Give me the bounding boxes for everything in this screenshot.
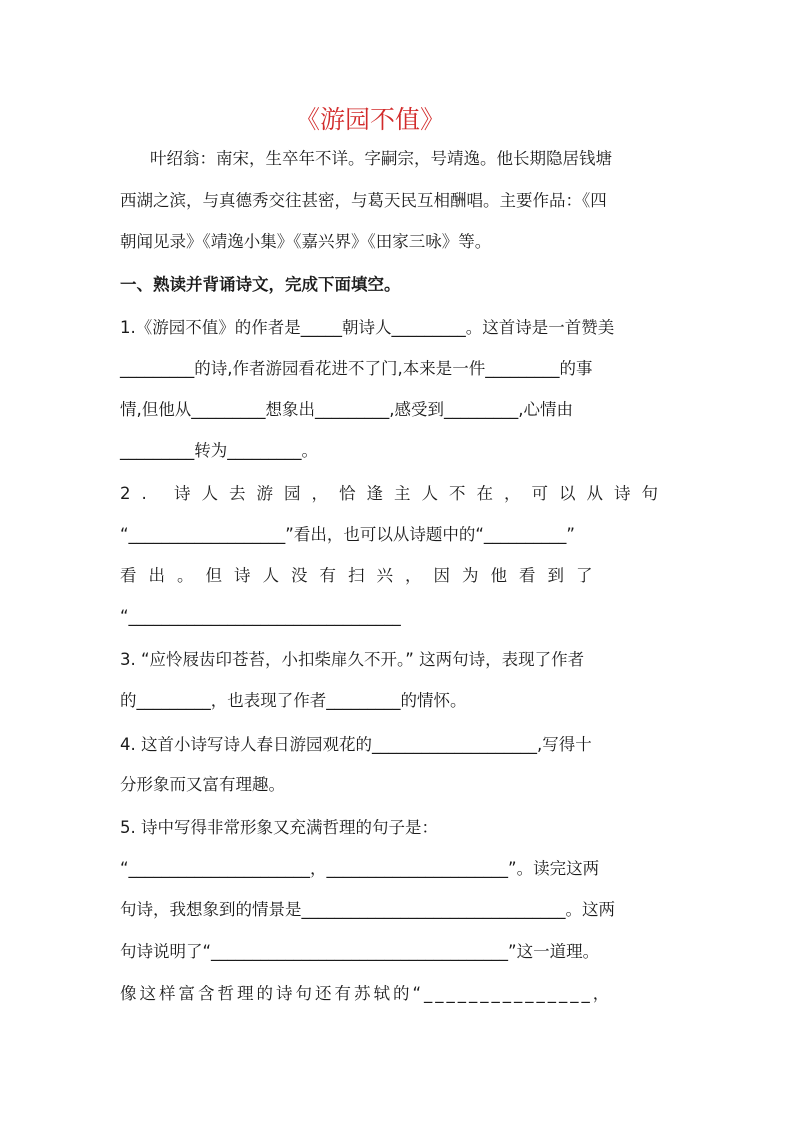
question-5-line-3: 句诗，我想象到的情景是________________________________。这两: [120, 900, 615, 919]
question-5-line-1: 5. 诗中写得非常形象又充满哲理的句子是：: [120, 818, 438, 837]
section-heading: 一、熟读并背诵诗文，完成下面填空。: [120, 275, 401, 294]
question-4-line-2: 分形象而又富有理趣。: [120, 775, 285, 794]
question-5-line-4: 句诗说明了“____________________________________”这一道理。: [120, 942, 600, 961]
question-3-line-1: 3. “应怜屐齿印苍苔，小扣柴扉久不开。” 这两句诗，表现了作者: [120, 650, 585, 669]
intro-line-3: 朝闻见录》《靖逸小集》《嘉兴界》《田家三咏》等。: [120, 232, 492, 251]
question-2-line-3: 看出。但诗人没有扫兴，因为他看到了: [120, 566, 605, 585]
question-5-line-5: 像这样富含哲理的诗句还有苏轼的“_______________，: [120, 984, 613, 1003]
question-1-line-1: 1.《游园不值》的作者是_____朝诗人_________。这首诗是一首赞美: [120, 318, 615, 337]
question-3-line-2: 的_________，也表现了作者_________的情怀。: [120, 691, 467, 710]
question-2-line-1: 2. 诗人去游园，恰逢主人不在，可以从诗句: [120, 484, 669, 503]
question-5-line-2: “______________________，______________________”。读完这两: [120, 859, 600, 878]
question-2-line-4: “_________________________________: [120, 607, 401, 626]
intro-line-2: 西湖之滨，与真德秀交往甚密，与葛天民互相酬唱。主要作品：《四: [120, 191, 607, 210]
intro-line-1: 叶绍翁：南宋，生卒年不详。字嗣宗，号靖逸。他长期隐居钱塘: [150, 149, 612, 168]
page-title: 《游园不值》: [294, 105, 445, 134]
question-1-line-2: _________的诗,作者游园看花进不了门,本来是一件_________的事: [120, 359, 593, 378]
question-1-line-3: 情,但他从_________想象出_________,感受到_________,心情由: [120, 400, 573, 419]
question-2-line-2: “___________________”看出，也可以从诗题中的“__________”: [120, 525, 575, 544]
question-4-line-1: 4. 这首小诗写诗人春日游园观花的____________________,写得十: [120, 735, 592, 754]
question-1-line-4: _________转为_________。: [120, 441, 318, 460]
